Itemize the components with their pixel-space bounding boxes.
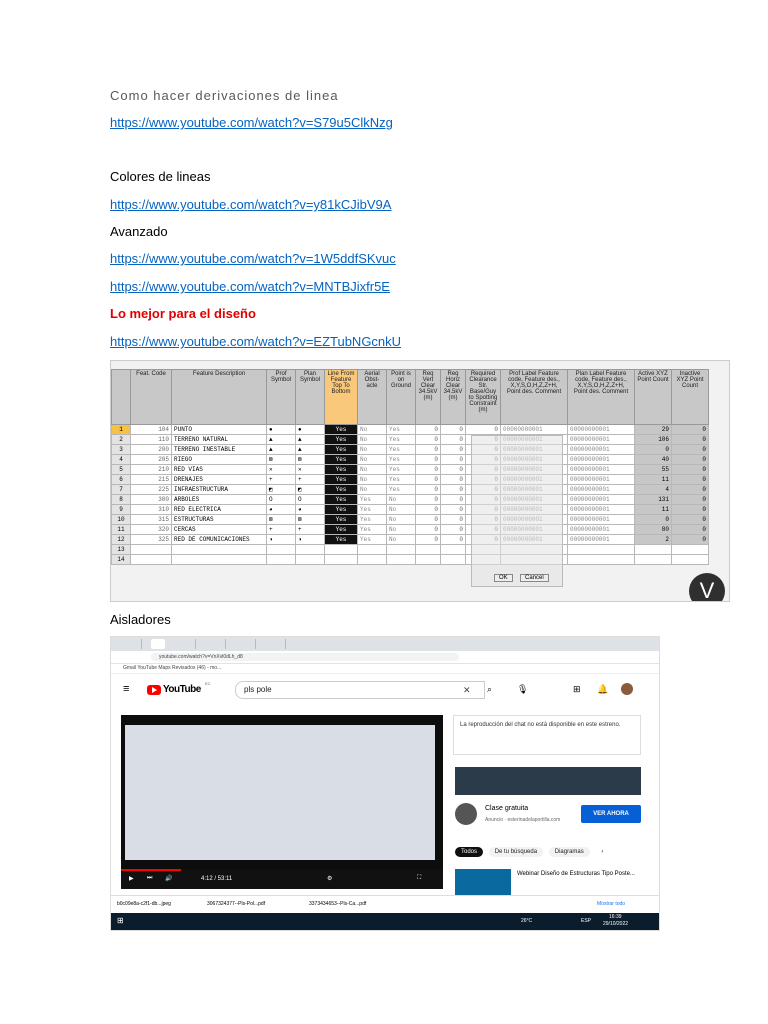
- browser-tab-bar: [111, 637, 659, 651]
- col-header: Plan Symbol: [296, 370, 325, 425]
- prof-symbol-cell: ●: [267, 425, 296, 435]
- empty-cell: [635, 545, 672, 555]
- recommended-title[interactable]: Webinar Diseño de Estructuras Tipo Poste...: [517, 871, 635, 877]
- row-number: 2: [112, 435, 131, 445]
- empty-cell: [131, 545, 172, 555]
- req-horiz-clear-cell: 0: [441, 535, 466, 545]
- prof-symbol-cell: ◑: [267, 535, 296, 545]
- plan-symbol-cell: ◑: [296, 535, 325, 545]
- heading-aisladores: Aisladores: [110, 612, 171, 627]
- plan-symbol-cell: +: [296, 525, 325, 535]
- point-on-ground-cell: Yes: [387, 455, 416, 465]
- req-horiz-clear-cell: 0: [441, 505, 466, 515]
- line-from-feature-cell: Yes: [325, 435, 358, 445]
- clock-time: 16:39: [609, 914, 622, 920]
- empty-cell: [387, 555, 416, 565]
- table-row: [112, 555, 709, 565]
- req-horiz-clear-cell: 0: [441, 495, 466, 505]
- plan-label-cell: 00000000001: [568, 505, 635, 515]
- plan-symbol-cell: ◕: [296, 505, 325, 515]
- ad-avatar: [455, 803, 477, 825]
- inactive-count-cell: 0: [672, 455, 709, 465]
- progress-bar[interactable]: [121, 869, 181, 871]
- feature-code-cell: 104: [131, 425, 172, 435]
- ad-label: Anuncio · esterinadelaportilla.com: [485, 817, 561, 823]
- row-number: 7: [112, 485, 131, 495]
- empty-cell: [672, 545, 709, 555]
- inactive-count-cell: 0: [672, 485, 709, 495]
- inactive-count-cell: 0: [672, 515, 709, 525]
- settings-icon[interactable]: ⚙: [327, 876, 333, 882]
- req-vert-clear-cell: 0: [416, 525, 441, 535]
- plan-symbol-cell: ●: [296, 425, 325, 435]
- table-row: [112, 495, 709, 505]
- point-on-ground-cell: No: [387, 535, 416, 545]
- row-number: 14: [112, 555, 131, 565]
- tab-active[interactable]: [151, 639, 165, 649]
- col-header: Req Horiz Clear 34.5kV (m): [441, 370, 466, 425]
- volume-icon[interactable]: 🔊: [165, 876, 173, 882]
- aerial-obstacle-cell: Yes: [358, 495, 387, 505]
- inactive-count-cell: 0: [672, 465, 709, 475]
- point-on-ground-cell: No: [387, 525, 416, 535]
- inactive-count-cell: 0: [672, 475, 709, 485]
- inactive-count-cell: 0: [672, 425, 709, 435]
- line-from-feature-cell: Yes: [325, 475, 358, 485]
- tab[interactable]: [121, 639, 142, 649]
- feature-description-cell: INFRAESTRUCTURA: [172, 485, 267, 495]
- line-from-feature-cell: Yes: [325, 535, 358, 545]
- active-count-cell: 11: [635, 505, 672, 515]
- dialog-cancel-button[interactable]: Cancel: [520, 574, 549, 582]
- empty-cell: [172, 555, 267, 565]
- feature-code-table-screenshot: [110, 360, 730, 602]
- plan-label-cell: 00000000001: [568, 465, 635, 475]
- plan-symbol-cell: ⊠: [296, 455, 325, 465]
- req-vert-clear-cell: 0: [416, 515, 441, 525]
- options-dialog-overlay: [471, 435, 563, 587]
- empty-cell: [635, 555, 672, 565]
- point-on-ground-cell: Yes: [387, 445, 416, 455]
- table-row: [112, 505, 709, 515]
- line-from-feature-cell: Yes: [325, 515, 358, 525]
- prof-symbol-cell: ▲: [267, 435, 296, 445]
- inactive-count-cell: 0: [672, 435, 709, 445]
- next-icon[interactable]: ⏭: [147, 875, 153, 881]
- prof-label-cell: 00000000001: [501, 425, 568, 435]
- microphone-icon[interactable]: 🎙: [517, 684, 529, 694]
- filter-chips: [455, 847, 645, 861]
- aerial-obstacle-cell: Yes: [358, 505, 387, 515]
- plan-symbol-cell: ◩: [296, 485, 325, 495]
- feature-description-cell: TERRENO INESTABLE: [172, 445, 267, 455]
- aerial-obstacle-cell: No: [358, 445, 387, 455]
- feature-code-cell: 320: [131, 525, 172, 535]
- col-header: Aerial Obst-acle: [358, 370, 387, 425]
- active-count-cell: 0: [635, 445, 672, 455]
- active-count-cell: 4: [635, 485, 672, 495]
- windows-start-icon[interactable]: ⊞: [117, 916, 124, 925]
- empty-cell: [296, 555, 325, 565]
- dialog-ok-button[interactable]: OK: [494, 574, 513, 582]
- feature-code-cell: 215: [131, 475, 172, 485]
- plan-label-cell: 00000000001: [568, 485, 635, 495]
- youtube-header: [111, 677, 659, 703]
- feature-description-cell: CERCAS: [172, 525, 267, 535]
- inactive-count-cell: 0: [672, 535, 709, 545]
- table-row: [112, 485, 709, 495]
- empty-cell: [358, 555, 387, 565]
- col-header: Plan Label Feature code, Feature des., X,Y,S,O,H,Z,Z+H, Point des. Comment: [568, 370, 635, 425]
- req-vert-clear-cell: 0: [416, 465, 441, 475]
- weather-temp: 26°C: [521, 918, 533, 924]
- plan-label-cell: 00000000001: [568, 495, 635, 505]
- feature-description-cell: DRENAJES: [172, 475, 267, 485]
- plan-symbol-cell: ⊠: [296, 515, 325, 525]
- youtube-logo-icon[interactable]: [147, 685, 161, 695]
- req-horiz-clear-cell: 0: [441, 525, 466, 535]
- col-header: Point is on Ground: [387, 370, 416, 425]
- country-code: EC: [205, 681, 211, 686]
- video-frame: [125, 725, 435, 860]
- aerial-obstacle-cell: Yes: [358, 525, 387, 535]
- windows-taskbar: [111, 913, 659, 930]
- req-vert-clear-cell: 0: [416, 495, 441, 505]
- show-all-button[interactable]: Mostrar todo: [597, 901, 626, 907]
- plan-symbol-cell: O: [296, 495, 325, 505]
- col-header: Inactive XYZ Point Count: [672, 370, 709, 425]
- chip-diagramas[interactable]: Diagramas: [549, 847, 590, 857]
- youtube-link-avanzado-2[interactable]: https://www.youtube.com/watch?v=MNTBJixfr5E: [110, 279, 390, 294]
- empty-cell: [568, 545, 635, 555]
- req-horiz-clear-cell: 0: [441, 425, 466, 435]
- search-icon[interactable]: ⌕: [487, 684, 493, 694]
- feature-description-cell: RED DE COMUNICACIONES: [172, 535, 267, 545]
- point-on-ground-cell: Yes: [387, 435, 416, 445]
- plan-label-cell: 00000000001: [568, 455, 635, 465]
- feature-description-cell: ARBOLES: [172, 495, 267, 505]
- point-on-ground-cell: Yes: [387, 465, 416, 475]
- recommended-video[interactable]: [455, 869, 641, 895]
- line-from-feature-cell: Yes: [325, 425, 358, 435]
- heading-mejor-diseno: Lo mejor para el diseño: [110, 306, 256, 321]
- col-header: Feature Description: [172, 370, 267, 425]
- active-count-cell: 55: [635, 465, 672, 475]
- plan-label-cell: 00000000001: [568, 515, 635, 525]
- row-number: 8: [112, 495, 131, 505]
- row-number: 6: [112, 475, 131, 485]
- active-count-cell: 29: [635, 425, 672, 435]
- menu-icon[interactable]: ≡: [123, 683, 130, 695]
- inactive-count-cell: 0: [672, 525, 709, 535]
- table-row: [112, 515, 709, 525]
- tab[interactable]: [235, 639, 256, 649]
- empty-cell: [441, 555, 466, 565]
- video-player[interactable]: [121, 715, 443, 889]
- table-row: [112, 425, 709, 435]
- play-icon[interactable]: ▶: [129, 876, 134, 882]
- row-number: 3: [112, 445, 131, 455]
- promo-banner[interactable]: [455, 767, 641, 795]
- req-vert-clear-cell: 0: [416, 445, 441, 455]
- line-from-feature-cell: Yes: [325, 485, 358, 495]
- video-controls: [121, 869, 443, 889]
- aerial-obstacle-cell: No: [358, 425, 387, 435]
- search-input[interactable]: pls pole: [235, 681, 485, 699]
- prof-symbol-cell: ◕: [267, 505, 296, 515]
- bookmark-links[interactable]: Gmail YouTube Maps Revisados (46) - mo...: [123, 665, 222, 671]
- plan-symbol-cell: ▲: [296, 435, 325, 445]
- row-number: 11: [112, 525, 131, 535]
- point-on-ground-cell: Yes: [387, 425, 416, 435]
- row-number: 5: [112, 465, 131, 475]
- point-on-ground-cell: Yes: [387, 485, 416, 495]
- video-time: 4:12 / 53:11: [201, 876, 233, 882]
- chevron-right-icon[interactable]: ›: [601, 849, 604, 855]
- line-from-feature-cell: Yes: [325, 455, 358, 465]
- req-horiz-clear-cell: 0: [441, 455, 466, 465]
- aerial-obstacle-cell: Yes: [358, 535, 387, 545]
- empty-cell: [296, 545, 325, 555]
- tab[interactable]: [265, 639, 286, 649]
- empty-cell: [172, 545, 267, 555]
- empty-cell: [387, 545, 416, 555]
- tab[interactable]: [175, 639, 196, 649]
- line-from-feature-cell: Yes: [325, 505, 358, 515]
- line-from-feature-cell: Yes: [325, 495, 358, 505]
- row-number-header: [112, 370, 131, 425]
- req-horiz-clear-cell: 0: [441, 435, 466, 445]
- feature-description-cell: TERRENO NATURAL: [172, 435, 267, 445]
- ver-ahora-button[interactable]: VER AHORA: [581, 805, 641, 823]
- heading-avanzado: Avanzado: [110, 224, 168, 239]
- chip-todos[interactable]: Todos: [455, 847, 483, 857]
- prof-symbol-cell: ⊠: [267, 515, 296, 525]
- feature-description-cell: RIEGO: [172, 455, 267, 465]
- avatar[interactable]: [621, 683, 633, 695]
- feature-code-cell: 300: [131, 495, 172, 505]
- point-on-ground-cell: Yes: [387, 475, 416, 485]
- prof-symbol-cell: +: [267, 525, 296, 535]
- inactive-count-cell: 0: [672, 505, 709, 515]
- bookmarks-bar: [111, 663, 659, 674]
- table-row: [112, 475, 709, 485]
- row-number: 12: [112, 535, 131, 545]
- doc-title: Como hacer derivaciones de linea: [110, 88, 339, 103]
- prof-symbol-cell: ⊠: [267, 455, 296, 465]
- aerial-obstacle-cell: No: [358, 475, 387, 485]
- active-count-cell: 106: [635, 435, 672, 445]
- row-number: 1: [112, 425, 131, 435]
- empty-cell: [358, 545, 387, 555]
- prof-symbol-cell: ◩: [267, 485, 296, 495]
- req-horiz-clear-cell: 0: [441, 515, 466, 525]
- req-vert-clear-cell: 0: [416, 535, 441, 545]
- prof-symbol-cell: ✕: [267, 465, 296, 475]
- active-count-cell: 80: [635, 525, 672, 535]
- line-from-feature-cell: Yes: [325, 445, 358, 455]
- req-horiz-clear-cell: 0: [441, 465, 466, 475]
- prof-symbol-cell: ▲: [267, 445, 296, 455]
- feature-code-cell: 200: [131, 445, 172, 455]
- table-row: [112, 435, 709, 445]
- aerial-obstacle-cell: Yes: [358, 515, 387, 525]
- chat-unavailable-box: La reproducción del chat no está disponible en este estreno.: [453, 715, 641, 755]
- plan-symbol-cell: ✕: [296, 465, 325, 475]
- plan-label-cell: 00000000001: [568, 525, 635, 535]
- chip-de-tu-busqueda[interactable]: De tu búsqueda: [489, 847, 543, 857]
- req-horiz-clear-cell: 0: [441, 475, 466, 485]
- aerial-obstacle-cell: No: [358, 485, 387, 495]
- table-header-row: [112, 370, 709, 425]
- feature-description-cell: PUNTO: [172, 425, 267, 435]
- aerial-obstacle-cell: No: [358, 465, 387, 475]
- req-vert-clear-cell: 0: [416, 485, 441, 495]
- clock-date: 29/10/2022: [603, 921, 629, 927]
- col-header: Prof Symbol: [267, 370, 296, 425]
- prof-symbol-cell: +: [267, 475, 296, 485]
- req-vert-clear-cell: 0: [416, 425, 441, 435]
- table-row: [112, 545, 709, 555]
- empty-cell: [416, 545, 441, 555]
- aerial-obstacle-cell: No: [358, 455, 387, 465]
- point-on-ground-cell: No: [387, 495, 416, 505]
- youtube-browser-screenshot: [110, 636, 660, 931]
- prof-symbol-cell: O: [267, 495, 296, 505]
- table-row: [112, 525, 709, 535]
- notifications-bell-icon[interactable]: 🔔: [597, 684, 609, 694]
- feature-code-cell: 210: [131, 465, 172, 475]
- table-row: [112, 465, 709, 475]
- empty-cell: [568, 555, 635, 565]
- req-vert-clear-cell: 0: [416, 455, 441, 465]
- req-vert-clear-cell: 0: [416, 505, 441, 515]
- ad-title[interactable]: Clase gratuita: [485, 805, 529, 812]
- empty-cell: [267, 545, 296, 555]
- recommended-thumbnail[interactable]: [455, 869, 511, 895]
- empty-cell: [416, 555, 441, 565]
- download-item[interactable]: b0c09e8a-c2f1-db...jpeg: [117, 901, 171, 907]
- language-indicator: ESP: [581, 918, 592, 924]
- plan-symbol-cell: ▲: [296, 445, 325, 455]
- row-number: 13: [112, 545, 131, 555]
- youtube-link-avanzado-1[interactable]: https://www.youtube.com/watch?v=1W5ddfSKvuc: [110, 251, 396, 266]
- inactive-count-cell: 0: [672, 445, 709, 455]
- active-count-cell: 131: [635, 495, 672, 505]
- row-number: 4: [112, 455, 131, 465]
- empty-cell: [672, 555, 709, 565]
- empty-cell: [267, 555, 296, 565]
- plan-label-cell: 00000000001: [568, 425, 635, 435]
- row-number: 9: [112, 505, 131, 515]
- feature-code-cell: 225: [131, 485, 172, 495]
- feature-code-cell: 205: [131, 455, 172, 465]
- feature-code-cell: 110: [131, 435, 172, 445]
- point-on-ground-cell: No: [387, 515, 416, 525]
- empty-cell: [131, 555, 172, 565]
- plan-label-cell: 00000000001: [568, 435, 635, 445]
- youtube-link-derivaciones[interactable]: https://www.youtube.com/watch?v=S79u5ClkNzg: [110, 115, 393, 130]
- table-row: [112, 455, 709, 465]
- plan-label-cell: 00000000001: [568, 535, 635, 545]
- plan-label-cell: 00000000001: [568, 445, 635, 455]
- feature-code-table: [111, 369, 709, 565]
- feature-description-cell: RED VIAS: [172, 465, 267, 475]
- feature-code-cell: 310: [131, 505, 172, 515]
- active-count-cell: 40: [635, 455, 672, 465]
- plan-symbol-cell: +: [296, 475, 325, 485]
- req-horiz-clear-cell: 0: [441, 445, 466, 455]
- feature-code-cell: 325: [131, 535, 172, 545]
- youtube-wordmark[interactable]: YouTube: [163, 684, 201, 695]
- table-row: [112, 535, 709, 545]
- download-item[interactable]: 3067324377--Pls-Pol...pdf: [207, 901, 266, 907]
- downloads-bar: [111, 895, 659, 912]
- inactive-count-cell: 0: [672, 495, 709, 505]
- tab[interactable]: [205, 639, 226, 649]
- fullscreen-icon[interactable]: ⛶: [417, 875, 422, 881]
- feature-description-cell: RED ELECTRICA: [172, 505, 267, 515]
- active-count-cell: 0: [635, 515, 672, 525]
- point-on-ground-cell: No: [387, 505, 416, 515]
- empty-cell: [441, 545, 466, 555]
- active-count-cell: 11: [635, 475, 672, 485]
- ad-card[interactable]: [455, 801, 641, 831]
- line-from-feature-cell: Yes: [325, 465, 358, 475]
- req-vert-clear-cell: 0: [416, 435, 441, 445]
- heading-colores: Colores de lineas: [110, 169, 211, 184]
- plan-label-cell: 00000000001: [568, 475, 635, 485]
- req-horiz-clear-cell: 0: [441, 485, 466, 495]
- feature-code-cell: 315: [131, 515, 172, 525]
- url-input[interactable]: youtube.com/watch?v=VnXvl0dLh_d8: [151, 653, 459, 661]
- required-clearance-cell: 0: [466, 425, 501, 435]
- empty-cell: [325, 555, 358, 565]
- aerial-obstacle-cell: No: [358, 435, 387, 445]
- channel-logo: V: [689, 573, 725, 602]
- req-vert-clear-cell: 0: [416, 475, 441, 485]
- create-video-icon[interactable]: ⊞: [573, 684, 581, 694]
- clear-search-icon[interactable]: ✕: [463, 685, 471, 695]
- col-header: Required Clearance Str. Base/Guy to Spotting Constraint (m): [466, 370, 501, 425]
- line-from-feature-cell: Yes: [325, 525, 358, 535]
- col-header: Req Vert Clear 34.5kV (m): [416, 370, 441, 425]
- feature-description-cell: ESTRUCTURAS: [172, 515, 267, 525]
- active-count-cell: 2: [635, 535, 672, 545]
- col-header: Line From Feature Top To Bottom: [325, 370, 358, 425]
- col-header: Prof Label Feature code, Feature des., X,Y,S,O,H,Z,Z+H, Point des. Comment: [501, 370, 568, 425]
- empty-cell: [325, 545, 358, 555]
- col-header: Feat. Code: [131, 370, 172, 425]
- table-row: [112, 445, 709, 455]
- download-item[interactable]: 3373434653--Pls-Ca...pdf: [309, 901, 367, 907]
- youtube-link-mejor[interactable]: https://www.youtube.com/watch?v=EZTubNGcnkU: [110, 334, 402, 349]
- youtube-link-colores[interactable]: https://www.youtube.com/watch?v=y81kCJibV9A: [110, 197, 392, 212]
- row-number: 10: [112, 515, 131, 525]
- col-header: Active XYZ Point Count: [635, 370, 672, 425]
